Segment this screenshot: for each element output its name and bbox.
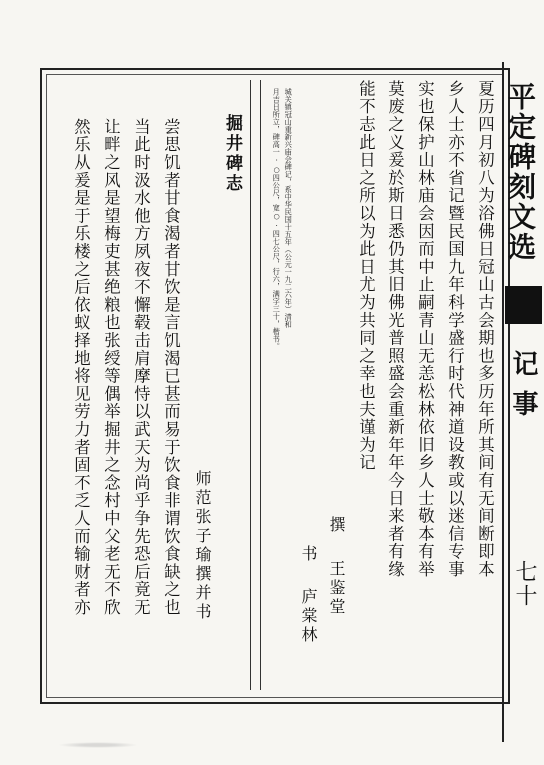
text-column: 乡人士亦不省记暨民国九年科学盛行时代神道设教或以迷信专事 xyxy=(445,80,465,579)
source-note-line: 城关镇冠山重新兴庙会碑记，系中华民国十五年（公元一九二六年）清和 xyxy=(284,88,294,328)
stele-text-column: 然乐从爰是于乐楼之后依蚁择地将见劳力者固不乏人而输财者亦 xyxy=(71,118,91,617)
calligrapher-name: 庐棠林 xyxy=(299,588,318,645)
text-column: 夏历四月初八为浴佛日冠山古会期也多历年所其间有无间断即本 xyxy=(475,80,495,579)
text-column: 莫废之义爰於斯日悉仍其旧佛光普照盛会重新年年今日来者有缘 xyxy=(385,80,405,579)
source-note-line: 月吉日所立，碑高一·○四公尺，宽○·四七公尺，行六，满字三十，楷书。 xyxy=(272,88,282,351)
title-divider-bar xyxy=(505,286,542,324)
page-number: 七十 xyxy=(512,560,537,608)
book-title: 平定碑刻文选 xyxy=(504,82,537,262)
column-rule xyxy=(250,80,251,690)
text-column: 实也保护山林庙会因而中止嗣青山无恙松林依旧乡人士敬本有举 xyxy=(415,80,435,579)
stele-text-column: 当此时汲水他方夙夜不懈毂击肩摩恃以武天为尚乎争先恐后竟无 xyxy=(131,118,151,617)
text-column: 能不志此日之所以为此日尤为共同之幸也夫谨为记 xyxy=(356,80,376,472)
stele-text-column: 让畔之风是望梅吏甚绝粮也张绶等偶举掘井之念村中父老无不欣 xyxy=(101,118,121,617)
author-label: 撰 xyxy=(327,516,346,535)
stele-text-column: 尝思饥者甘食渴者甘饮是言饥渴已甚而易于饮食非谓饮食缺之也 xyxy=(161,118,181,617)
print-smudge xyxy=(58,742,138,748)
author-name: 王鉴堂 xyxy=(327,560,346,617)
calligrapher-label: 书 xyxy=(299,545,318,564)
stele-title: 掘井碑志 xyxy=(222,114,242,194)
section-title: 记事 xyxy=(508,350,538,430)
stele-author: 师范张子瑜撰并书 xyxy=(193,470,212,622)
column-rule xyxy=(260,80,261,690)
